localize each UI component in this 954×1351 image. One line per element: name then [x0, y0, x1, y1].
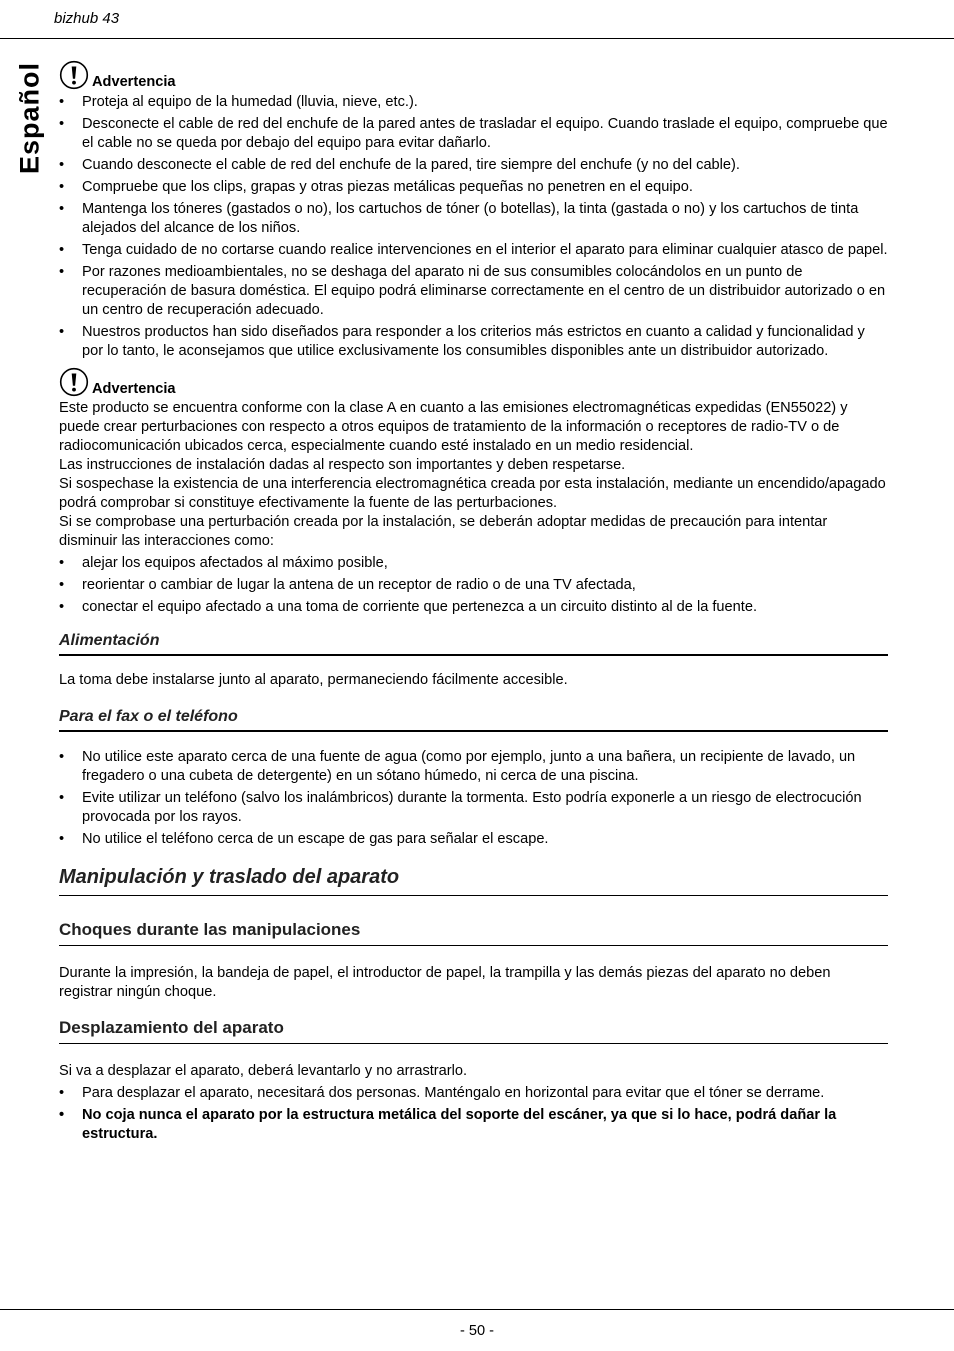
list-item: • Proteja al equipo de la humedad (lluvia, nieve, etc.). — [59, 93, 888, 112]
section-heading-manipulacion: Manipulación y traslado del aparato — [59, 868, 888, 896]
interference-list — [59, 554, 888, 617]
list-item: • conectar el equipo afectado a una toma de corriente que pertenezca a un circuito distinto al de la fuente. — [59, 598, 888, 617]
paragraph: Este producto se encuentra conforme con la clase A en cuanto a las emisiones electromagnéticas expedidas (EN55022) y puede crear perturbaciones con respecto a otros equipos de tratamiento de la información o receptores de radio-TV o de radiocomunicación ubicados cerca, especialmente cuando esté instalado en un medio residencial. — [59, 400, 848, 454]
paragraph: Durante la impresión, la bandeja de papel, el introductor de papel, la trampilla y las demás piezas del aparato no deben registrar ningún choque. — [59, 965, 831, 1000]
subsection-heading-choques: Choques durante las manipulaciones — [59, 920, 888, 946]
list-item: • Evite utilizar un teléfono (salvo los inalámbricos) durante la tormenta. Esto podría exponerle a un riesgo de electrocución provocada por los rayos. — [59, 789, 888, 827]
subsection-heading-fax: Para el fax o el teléfono — [59, 707, 888, 732]
warning-list — [59, 93, 888, 361]
list-item: • Nuestros productos han sido diseñados para responder a los criterios más estrictos en cuanto a calidad y funcionalidad y por lo tanto, le aconsejamos que utilice exclusivamente los consumibles disponibles ante un distribuidor autorizado. — [59, 323, 888, 361]
warning-label: Advertencia — [92, 74, 176, 90]
warning-header — [59, 60, 888, 90]
warning-block-2 — [59, 367, 888, 617]
page-number: - 50 - — [459, 1323, 495, 1339]
paragraph: La toma debe instalarse junto al aparato, permaneciendo fácilmente accesible. — [59, 672, 568, 688]
footer-divider — [0, 1309, 954, 1310]
list-item: • Compruebe que los clips, grapas y otras piezas metálicas pequeñas no penetren en el equipo. — [59, 178, 888, 197]
list-item: • No utilice el teléfono cerca de un escape de gas para señalar el escape. — [59, 830, 888, 849]
list-item: • Mantenga los tóneres (gastados o no), los cartuchos de tóner (o botellas), la tinta (gastada o no) y los cartuchos de tinta alejados del alcance de los niños. — [59, 200, 888, 238]
subsection-heading-desplazamiento: Desplazamiento del aparato — [59, 1018, 888, 1044]
list-item-bold-warning: • No coja nunca el aparato por la estructura metálica del soporte del escáner, ya que si lo hace, podrá dañar la estructura. — [59, 1106, 888, 1144]
fax-list — [59, 748, 888, 849]
warning-icon — [59, 367, 89, 397]
list-item: • Cuando desconecte el cable de red del enchufe de la pared, tire siempre del enchufe (y no del cable). — [59, 156, 888, 175]
desplazamiento-list — [59, 1084, 888, 1144]
paragraph: Si sospechase la existencia de una interferencia electromagnética creada por esta instalación, mediante un encendido/apagado podrá comprobar si constituye efectivamente la fuente de las perturbaciones. — [59, 476, 886, 511]
paragraph: Si se comprobase una perturbación creada por la instalación, se deberán adoptar medidas de precaución para intentar disminuir las interacciones como: — [59, 514, 828, 549]
list-item: • Por razones medioambientales, no se deshaga del aparato ni de sus consumibles colocándolos en un punto de recuperación de basura doméstica. El equipo podrá eliminarse correctamente en el centro de un distribuidor autorizado o en un centro de recuperación adecuado. — [59, 263, 888, 320]
paragraph: Las instrucciones de instalación dadas al respecto son importantes y deben respetarse. — [59, 457, 626, 473]
warning-header — [59, 367, 888, 397]
list-item: • reorientar o cambiar de lugar la antena de un receptor de radio o de una TV afectada, — [59, 576, 888, 595]
list-item: • No utilice este aparato cerca de una fuente de agua (como por ejemplo, junto a una bañera, un recipiente de lavado, un fregadero o una cubeta de detergente) en un sótano húmedo, ni cerca de una piscina. — [59, 748, 888, 786]
side-language-label — [12, 62, 48, 174]
warning-label: Advertencia — [92, 381, 176, 397]
warning-block-1 — [59, 60, 888, 361]
list-item: • alejar los equipos afectados al máximo posible, — [59, 554, 888, 573]
list-item: • Para desplazar el aparato, necesitará dos personas. Manténgalo en horizontal para evitar que el tóner se derrame. — [59, 1084, 888, 1103]
warning-icon — [59, 60, 89, 90]
header-title: bizhub 43 — [54, 10, 120, 27]
side-language-text: Español — [14, 61, 45, 175]
page-content — [59, 60, 888, 1147]
subsection-heading-alimentacion: Alimentación — [59, 631, 888, 656]
list-item: • Desconecte el cable de red del enchufe de la pared antes de trasladar el equipo. Cuando traslade el equipo, compruebe que el cable no se queda por debajo del equipo para evitar dañarlo. — [59, 115, 888, 153]
header-divider — [0, 38, 954, 39]
paragraph: Si va a desplazar el aparato, deberá levantarlo y no arrastrarlo. — [59, 1063, 468, 1079]
list-item: • Tenga cuidado de no cortarse cuando realice intervenciones en el interior el aparato para eliminar cualquier atasco de papel. — [59, 241, 888, 260]
